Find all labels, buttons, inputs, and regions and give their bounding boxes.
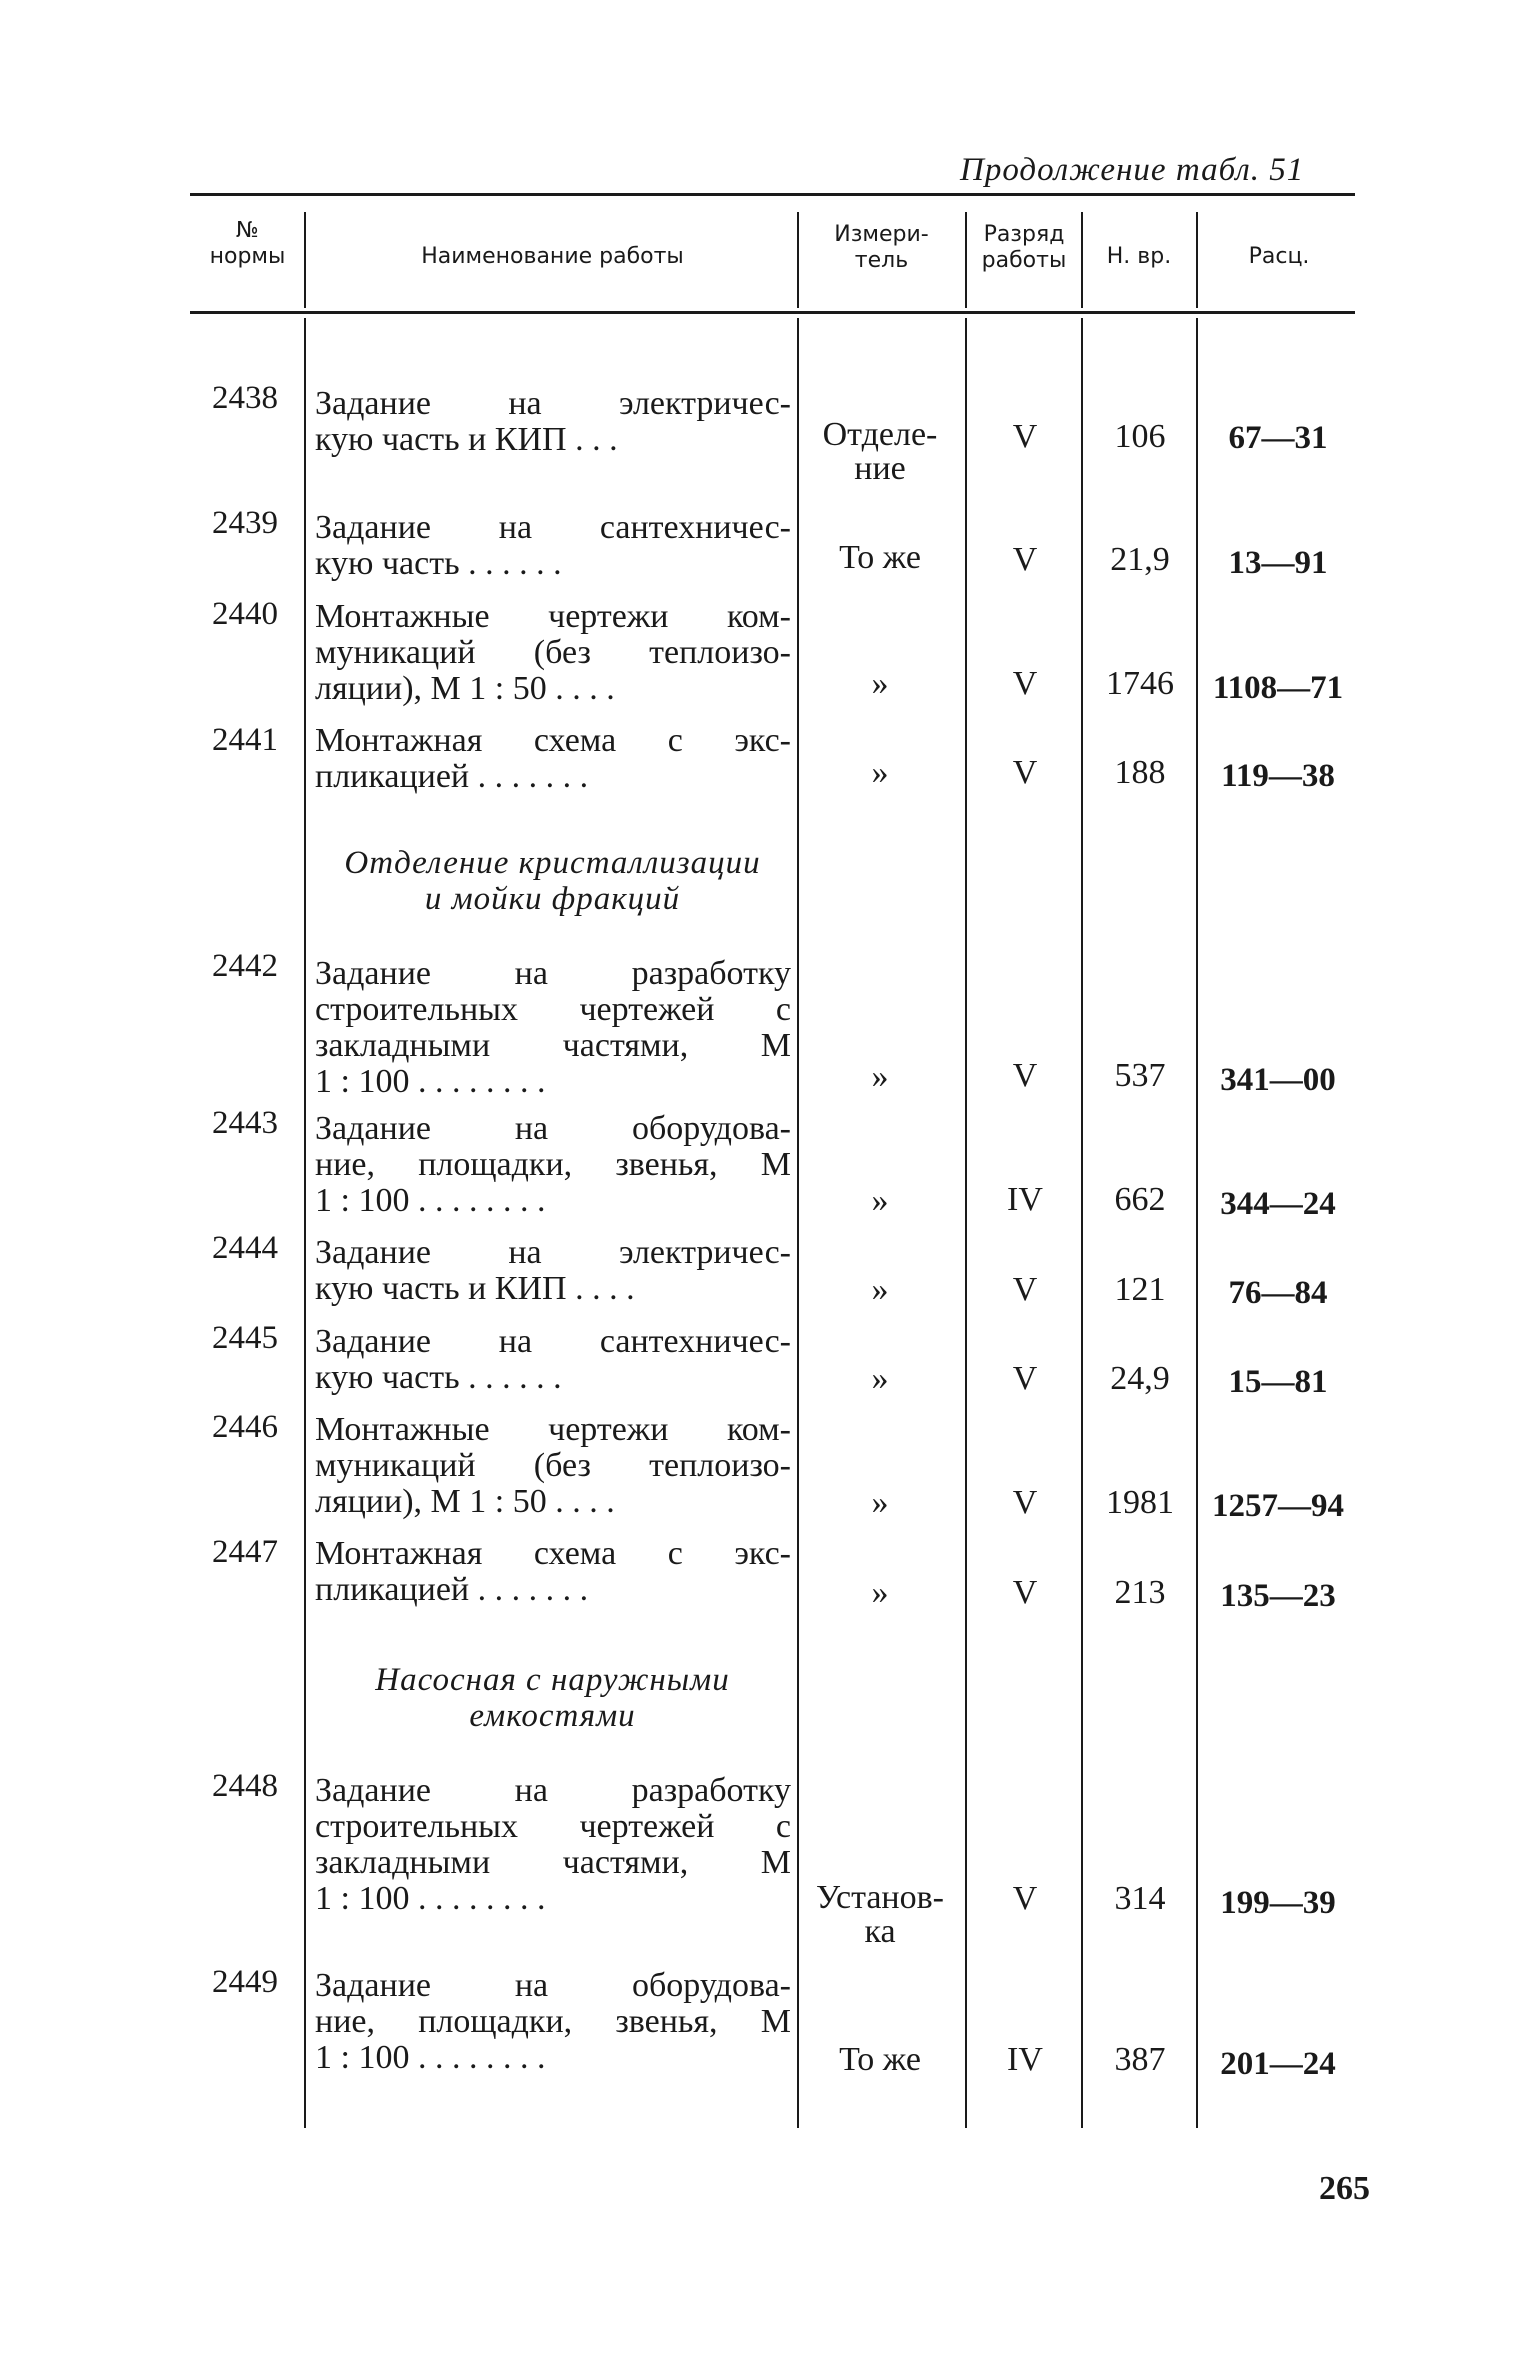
unit-line: ка — [864, 1913, 896, 1950]
grade: V — [1012, 418, 1038, 455]
unit-line: » — [871, 1484, 889, 1521]
work-name-line: муникаций (без теплоизо- — [315, 1448, 791, 1484]
unit — [800, 1184, 960, 1218]
unit-line: » — [871, 1360, 889, 1397]
work-name-line: кую часть и КИП . . . . — [315, 1271, 635, 1307]
unit — [800, 1362, 960, 1396]
unit-line: » — [871, 1271, 889, 1308]
column-separator — [1196, 318, 1198, 2128]
hours: 1981 — [1106, 1484, 1174, 1521]
work-name — [315, 1773, 791, 1917]
hours: 121 — [1114, 1271, 1166, 1308]
work-name-line: кую часть . . . . . . — [315, 546, 562, 582]
section-heading-line: и мойки фракций — [424, 881, 681, 917]
grade: V — [1012, 1574, 1038, 1611]
norm-number: 2447 — [212, 1534, 278, 1570]
unit — [800, 1576, 960, 1610]
work-name-line: Монтажная схема с экс- — [315, 1536, 791, 1572]
unit-line: Отделе- — [822, 416, 938, 453]
grade: IV — [1007, 2041, 1043, 2078]
unit-line: » — [871, 665, 889, 702]
header-top-rule — [190, 193, 1355, 196]
grade: V — [1012, 1484, 1038, 1521]
header-grade-line2: работы — [981, 248, 1067, 273]
hours: 21,9 — [1110, 541, 1170, 578]
header-separator — [1196, 212, 1198, 308]
norm-number: 2448 — [212, 1768, 278, 1804]
unit-line: » — [871, 754, 889, 791]
section-heading — [310, 845, 795, 917]
unit — [800, 1060, 960, 1094]
header-work-name: Наименование работы — [421, 244, 684, 269]
norm-number: 2445 — [212, 1320, 278, 1356]
work-name-line: Задание на разработку — [315, 956, 791, 992]
column-separator — [965, 318, 967, 2128]
grade: V — [1012, 1271, 1038, 1308]
work-name-line: закладными частями, М — [315, 1845, 791, 1881]
norm-number: 2444 — [212, 1230, 278, 1266]
norm-number: 2439 — [212, 505, 278, 541]
unit — [800, 1881, 960, 1949]
unit-line: То же — [839, 2041, 921, 2078]
hours: 537 — [1114, 1057, 1166, 1094]
work-name-line: Монтажная схема с экс- — [315, 723, 791, 759]
header-separator — [1081, 212, 1083, 308]
unit — [800, 541, 960, 575]
price: 199—39 — [1220, 1885, 1336, 1921]
header-separator — [304, 212, 306, 308]
price: 67—31 — [1228, 420, 1328, 456]
work-name-line: Задание на оборудова- — [315, 1111, 791, 1147]
work-name-line: строительных чертежей с — [315, 1809, 791, 1845]
section-heading — [310, 1662, 795, 1734]
work-name — [315, 723, 791, 795]
header-unit-line2: тель — [854, 248, 909, 273]
work-name — [315, 1968, 791, 2076]
unit-line: Установ- — [815, 1879, 944, 1916]
work-name-line: 1 : 100 . . . . . . . . — [315, 1881, 546, 1917]
hours: 1746 — [1106, 665, 1174, 702]
hours: 662 — [1114, 1181, 1166, 1218]
price: 201—24 — [1220, 2046, 1336, 2082]
work-name — [315, 599, 791, 707]
unit-line: ние — [854, 450, 906, 487]
work-name-line: закладными частями, М — [315, 1028, 791, 1064]
section-heading-line: емкостями — [469, 1698, 636, 1734]
column-separator — [797, 318, 799, 2128]
grade: V — [1012, 1057, 1038, 1094]
price: 13—91 — [1228, 545, 1328, 581]
price: 135—23 — [1220, 1578, 1336, 1614]
price: 119—38 — [1221, 758, 1335, 794]
price: 1108—71 — [1212, 670, 1344, 706]
work-name — [315, 386, 791, 458]
page-number: 265 — [1319, 2170, 1370, 2207]
unit — [800, 667, 960, 701]
work-name-line: кую часть . . . . . . — [315, 1360, 562, 1396]
header-norm-number-line2: нормы — [209, 244, 286, 269]
header-bottom-rule — [190, 311, 1355, 314]
work-name-line: Задание на оборудова- — [315, 1968, 791, 2004]
hours: 188 — [1114, 754, 1166, 791]
header-price: Расц. — [1248, 244, 1310, 269]
work-name-line: Задание на электричес- — [315, 1235, 791, 1271]
work-name-line: Монтажные чертежи ком- — [315, 1412, 791, 1448]
work-name — [315, 1324, 791, 1396]
work-name-line: пликацией . . . . . . . — [315, 759, 589, 795]
grade: V — [1012, 754, 1038, 791]
work-name — [315, 956, 791, 1100]
norm-number: 2443 — [212, 1105, 278, 1141]
unit-line: » — [871, 1574, 889, 1611]
work-name-line: муникаций (без теплоизо- — [315, 635, 791, 671]
work-name-line: Задание на электричес- — [315, 386, 791, 422]
work-name-line: Задание на сантехничес- — [315, 1324, 791, 1360]
work-name-line: ние, площадки, звенья, М — [315, 2004, 791, 2040]
grade: V — [1012, 541, 1038, 578]
unit — [800, 756, 960, 790]
work-name-line: Монтажные чертежи ком- — [315, 599, 791, 635]
price: 1257—94 — [1212, 1488, 1344, 1524]
work-name — [315, 1536, 791, 1608]
section-heading-line: Отделение кристаллизации — [344, 845, 761, 881]
unit — [800, 418, 960, 486]
header-hours: Н. вр. — [1106, 244, 1172, 269]
section-heading-line: Насосная с наружными — [375, 1662, 730, 1698]
work-name-line: ляции), М 1 : 50 . . . . — [315, 671, 615, 707]
norm-number: 2438 — [212, 380, 278, 416]
work-name-line: 1 : 100 . . . . . . . . — [315, 2040, 546, 2076]
header-separator — [965, 212, 967, 308]
header-separator — [797, 212, 799, 308]
work-name-line: Задание на разработку — [315, 1773, 791, 1809]
work-name — [315, 1235, 791, 1307]
work-name-line: строительных чертежей с — [315, 992, 791, 1028]
price: 15—81 — [1228, 1364, 1328, 1400]
continuation-caption: Продолжение табл. 51 — [960, 152, 1305, 188]
work-name-line: ляции), М 1 : 50 . . . . — [315, 1484, 615, 1520]
column-separator — [1081, 318, 1083, 2128]
header-norm-number-line1: № — [236, 218, 259, 243]
unit-line: » — [871, 1058, 889, 1095]
header-grade — [968, 222, 1080, 274]
work-name — [315, 1412, 791, 1520]
hours: 387 — [1114, 2041, 1166, 2078]
header-unit — [800, 222, 963, 274]
norm-number: 2449 — [212, 1964, 278, 2000]
norm-number: 2441 — [212, 722, 278, 758]
grade: IV — [1007, 1181, 1043, 1218]
price: 341—00 — [1220, 1062, 1336, 1098]
grade: V — [1012, 1360, 1038, 1397]
hours: 106 — [1114, 418, 1166, 455]
hours: 213 — [1114, 1574, 1166, 1611]
work-name-line: Задание на сантехничес- — [315, 510, 791, 546]
work-name-line: 1 : 100 . . . . . . . . — [315, 1183, 546, 1219]
hours: 314 — [1114, 1880, 1166, 1917]
work-name-line: ние, площадки, звенья, М — [315, 1147, 791, 1183]
unit-line: » — [871, 1182, 889, 1219]
price: 76—84 — [1228, 1275, 1328, 1311]
work-name — [315, 510, 791, 582]
unit — [800, 1486, 960, 1520]
unit-line: То же — [839, 539, 921, 576]
norm-number: 2440 — [212, 596, 278, 632]
hours: 24,9 — [1110, 1360, 1170, 1397]
norm-number: 2446 — [212, 1409, 278, 1445]
unit — [800, 2043, 960, 2077]
header-norm-number — [195, 218, 300, 270]
grade: V — [1012, 665, 1038, 702]
work-name-line: пликацией . . . . . . . — [315, 1572, 589, 1608]
work-name-line: 1 : 100 . . . . . . . . — [315, 1064, 546, 1100]
norm-number: 2442 — [212, 948, 278, 984]
work-name-line: кую часть и КИП . . . — [315, 422, 618, 458]
unit — [800, 1273, 960, 1307]
header-grade-line1: Разряд — [983, 222, 1065, 247]
price: 344—24 — [1220, 1186, 1336, 1222]
grade: V — [1012, 1880, 1038, 1917]
work-name — [315, 1111, 791, 1219]
header-unit-line1: Измери- — [834, 222, 929, 247]
column-separator — [304, 318, 306, 2128]
